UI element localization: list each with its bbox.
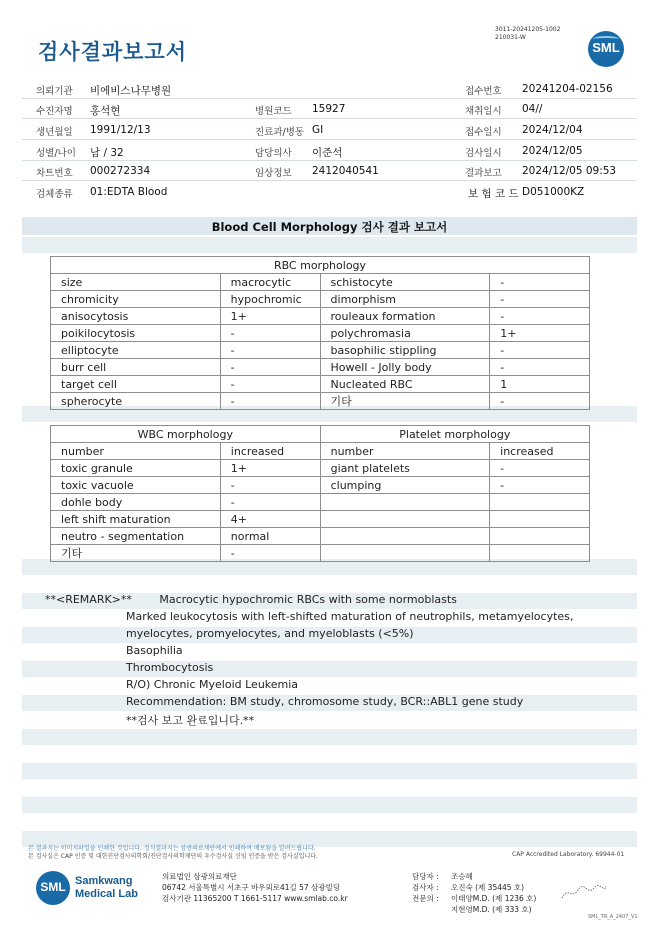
cap-accreditation: CAP Accredited Laboratory. 69944-01 xyxy=(512,851,625,858)
finding-name: dohle body xyxy=(51,494,221,511)
staff-role: 전문의 : xyxy=(412,894,439,903)
finding-name: toxic granule xyxy=(51,460,221,477)
remark-first-line: Macrocytic hypochromic RBCs with some normoblasts xyxy=(159,593,457,606)
footer-note-1: 본 결과지는 이미지파일을 인쇄한 것입니다. 정식결과지는 삼광의료재단에서 인쇄하여 배포됨을 알려드립니다. xyxy=(28,845,316,852)
finding-name: Nucleated RBC xyxy=(320,376,490,393)
info-value: 000272334 xyxy=(90,165,151,177)
info-value: 2024/12/05 09:53 xyxy=(522,165,617,177)
info-value: 이준석 xyxy=(312,147,343,159)
rbc-row xyxy=(51,359,590,376)
finding-name: left shift maturation xyxy=(51,511,221,528)
rbc-row xyxy=(51,291,590,308)
wbc-platelet-row xyxy=(51,477,590,494)
finding-name xyxy=(320,494,490,511)
insurance-value: D051000KZ xyxy=(522,186,585,198)
remark-label: **<REMARK>** xyxy=(45,593,132,606)
info-label: 접수일시 xyxy=(465,127,502,138)
finding-name: schistocyte xyxy=(320,274,490,291)
sml-logo-text: SML xyxy=(592,40,620,55)
specimen-label: 검체종류 xyxy=(36,189,73,200)
document-code-line-2: 210031-W xyxy=(495,34,526,41)
wbc-platelet-table xyxy=(50,425,590,562)
rbc-heading-row xyxy=(51,257,590,274)
sml-logo xyxy=(588,31,624,67)
info-value: 남 / 32 xyxy=(90,147,124,159)
rbc-heading: RBC morphology xyxy=(51,257,590,274)
finding-grade: - xyxy=(220,325,320,342)
finding-grade: - xyxy=(490,308,590,325)
info-label: 병원코드 xyxy=(255,106,292,117)
stripe xyxy=(22,729,637,745)
footer-note-2: 본 검사실은 CAP 인증 및 대한진단검사의학회/진단검사의학재단의 우수검사실 신임 인증을 받은 검사실입니다. xyxy=(28,853,318,860)
finding-grade: hypochromic xyxy=(220,291,320,308)
staff-name: 오진숙 (제 35445 호) xyxy=(451,883,525,892)
finding-name: target cell xyxy=(51,376,221,393)
info-label: 진료과/병동 xyxy=(255,127,305,138)
finding-grade xyxy=(490,494,590,511)
finding-name: Howell - Jolly body xyxy=(320,359,490,376)
wbc-heading: WBC morphology xyxy=(51,426,321,443)
info-value: 1991/12/13 xyxy=(90,124,151,136)
brand-line-1: Samkwang xyxy=(75,875,133,887)
staff-name: 이태양M.D. (제 1236 호) xyxy=(451,894,537,903)
finding-name xyxy=(320,545,490,562)
finding-name: elliptocyte xyxy=(51,342,221,359)
info-value: 04// xyxy=(522,103,543,115)
info-value: 2024/12/04 xyxy=(522,124,583,136)
finding-grade: - xyxy=(490,477,590,494)
page-title: 검사결과보고서 xyxy=(38,40,188,64)
finding-name: neutro - segmentation xyxy=(51,528,221,545)
staff-role: 담당자 : xyxy=(412,872,439,881)
finding-name: number xyxy=(51,443,221,460)
patient-info-row xyxy=(22,120,637,140)
contact: 검사기관 11365200 T 1661-5117 www.smlab.co.kr xyxy=(162,894,348,903)
document-code xyxy=(495,26,560,42)
finding-grade: - xyxy=(220,342,320,359)
finding-name: number xyxy=(320,443,490,460)
finding-grade xyxy=(490,545,590,562)
info-label: 수진자명 xyxy=(36,106,73,117)
info-value: 비에비스나무병원 xyxy=(90,85,172,97)
finding-grade: 1 xyxy=(490,376,590,393)
rbc-row xyxy=(51,308,590,325)
finding-grade: - xyxy=(490,291,590,308)
finding-grade xyxy=(490,511,590,528)
brand-line-2: Medical Lab xyxy=(75,888,138,900)
finding-name: poikilocytosis xyxy=(51,325,221,342)
info-label: 채취일시 xyxy=(465,106,502,117)
org-name: 의료법인 삼광의료재단 xyxy=(162,872,237,881)
stripe xyxy=(22,237,637,253)
finding-name: burr cell xyxy=(51,359,221,376)
finding-grade: - xyxy=(220,359,320,376)
finding-grade: increased xyxy=(490,443,590,460)
wbc-platelet-row xyxy=(51,545,590,562)
document-code-line-1: 3011-20241205-1002 xyxy=(495,26,561,33)
form-code: SML_TR_A_2407_V1 xyxy=(588,914,638,920)
wbc-platelet-row xyxy=(51,511,590,528)
finding-name xyxy=(320,528,490,545)
sml-footer-logo xyxy=(36,871,70,905)
finding-grade: - xyxy=(490,393,590,410)
info-label: 생년월일 xyxy=(36,127,73,138)
finding-name: dimorphism xyxy=(320,291,490,308)
patient-info-row xyxy=(22,99,637,119)
remark-line: Marked leukocytosis with left-shifted maturation of neutrophils, metamyelocytes, xyxy=(126,610,574,623)
specimen-value: 01:EDTA Blood xyxy=(90,186,168,198)
info-label: 임상정보 xyxy=(255,168,292,179)
finding-name: 기타 xyxy=(320,393,490,410)
finding-grade: - xyxy=(220,393,320,410)
info-value: 20241204-02156 xyxy=(522,83,613,95)
finding-grade: - xyxy=(490,359,590,376)
finding-name: chromicity xyxy=(51,291,221,308)
rbc-row xyxy=(51,274,590,291)
finding-name: toxic vacuole xyxy=(51,477,221,494)
finding-grade: increased xyxy=(220,443,320,460)
info-value: 홍석현 xyxy=(90,105,121,117)
wbc-platelet-row xyxy=(51,443,590,460)
info-label: 성별/나이 xyxy=(36,148,76,159)
remark-line: Thrombocytosis xyxy=(126,661,214,674)
platelet-heading: Platelet morphology xyxy=(320,426,589,443)
rbc-row xyxy=(51,393,590,410)
finding-grade: - xyxy=(490,342,590,359)
info-value: 15927 xyxy=(312,103,346,115)
report-title: Blood Cell Morphology 검사 결과 보고서 xyxy=(211,220,448,234)
finding-name: rouleaux formation xyxy=(320,308,490,325)
remark-line: myelocytes, promyelocytes, and myeloblasts (<5%) xyxy=(126,627,414,640)
signature-icon xyxy=(560,880,608,904)
patient-info-row xyxy=(22,141,637,161)
rbc-row xyxy=(51,342,590,359)
finding-grade: - xyxy=(220,494,320,511)
brand-name xyxy=(75,875,138,901)
wbc-platelet-row xyxy=(51,460,590,477)
remark-line: Recommendation: BM study, chromosome study, BCR::ABL1 gene study xyxy=(126,695,524,708)
remark-line: R/O) Chronic Myeloid Leukemia xyxy=(126,678,299,691)
info-value: 2024/12/05 xyxy=(522,145,583,157)
insurance-label: 보 험 코 드 xyxy=(468,188,519,200)
staff-name: 조승혜 xyxy=(451,872,473,881)
wbc-platelet-row xyxy=(51,494,590,511)
remark-line: Basophilia xyxy=(126,644,183,657)
patient-info-row xyxy=(22,161,637,181)
remark-line: **검사 보고 완료입니다.** xyxy=(126,714,255,727)
finding-name: clumping xyxy=(320,477,490,494)
sml-footer-logo-text: SML xyxy=(40,880,66,894)
finding-grade: - xyxy=(490,274,590,291)
info-value: 2412040541 xyxy=(312,165,379,177)
finding-grade: 1+ xyxy=(220,308,320,325)
finding-grade: - xyxy=(220,545,320,562)
finding-name: giant platelets xyxy=(320,460,490,477)
stripe xyxy=(22,763,637,779)
info-label: 접수번호 xyxy=(465,86,502,97)
finding-grade: 1+ xyxy=(220,460,320,477)
remark xyxy=(45,593,457,606)
finding-grade: normal xyxy=(220,528,320,545)
finding-name: spherocyte xyxy=(51,393,221,410)
patient-info-row xyxy=(22,79,637,99)
stripe xyxy=(22,797,637,813)
staff-name: 지현영M.D. (제 333 호) xyxy=(451,905,532,914)
finding-grade: - xyxy=(220,376,320,393)
finding-grade: 1+ xyxy=(490,325,590,342)
finding-name xyxy=(320,511,490,528)
finding-grade xyxy=(490,528,590,545)
stripe xyxy=(22,661,637,677)
info-label: 결과보고 xyxy=(465,168,502,179)
address: 06742 서울특별시 서초구 바우뫼로41길 57 삼광빌딩 xyxy=(162,883,341,892)
finding-grade: - xyxy=(220,477,320,494)
specimen-row xyxy=(22,182,637,202)
org-address xyxy=(162,871,348,904)
finding-name: size xyxy=(51,274,221,291)
finding-grade: 4+ xyxy=(220,511,320,528)
finding-name: basophilic stippling xyxy=(320,342,490,359)
info-value: GI xyxy=(312,124,324,136)
finding-grade: - xyxy=(490,460,590,477)
rbc-morphology-table xyxy=(50,256,590,410)
info-label: 차트번호 xyxy=(36,168,73,179)
staff-role: 검사자 : xyxy=(412,883,439,892)
rbc-row xyxy=(51,325,590,342)
info-label: 검사일시 xyxy=(465,148,502,159)
finding-name: 기타 xyxy=(51,545,221,562)
finding-name: polychromasia xyxy=(320,325,490,342)
finding-grade: macrocytic xyxy=(220,274,320,291)
finding-name: anisocytosis xyxy=(51,308,221,325)
info-label: 담당의사 xyxy=(255,148,292,159)
wbc-heading-row xyxy=(51,426,590,443)
rbc-row xyxy=(51,376,590,393)
info-label: 의뢰기관 xyxy=(36,86,73,97)
wbc-platelet-row xyxy=(51,528,590,545)
